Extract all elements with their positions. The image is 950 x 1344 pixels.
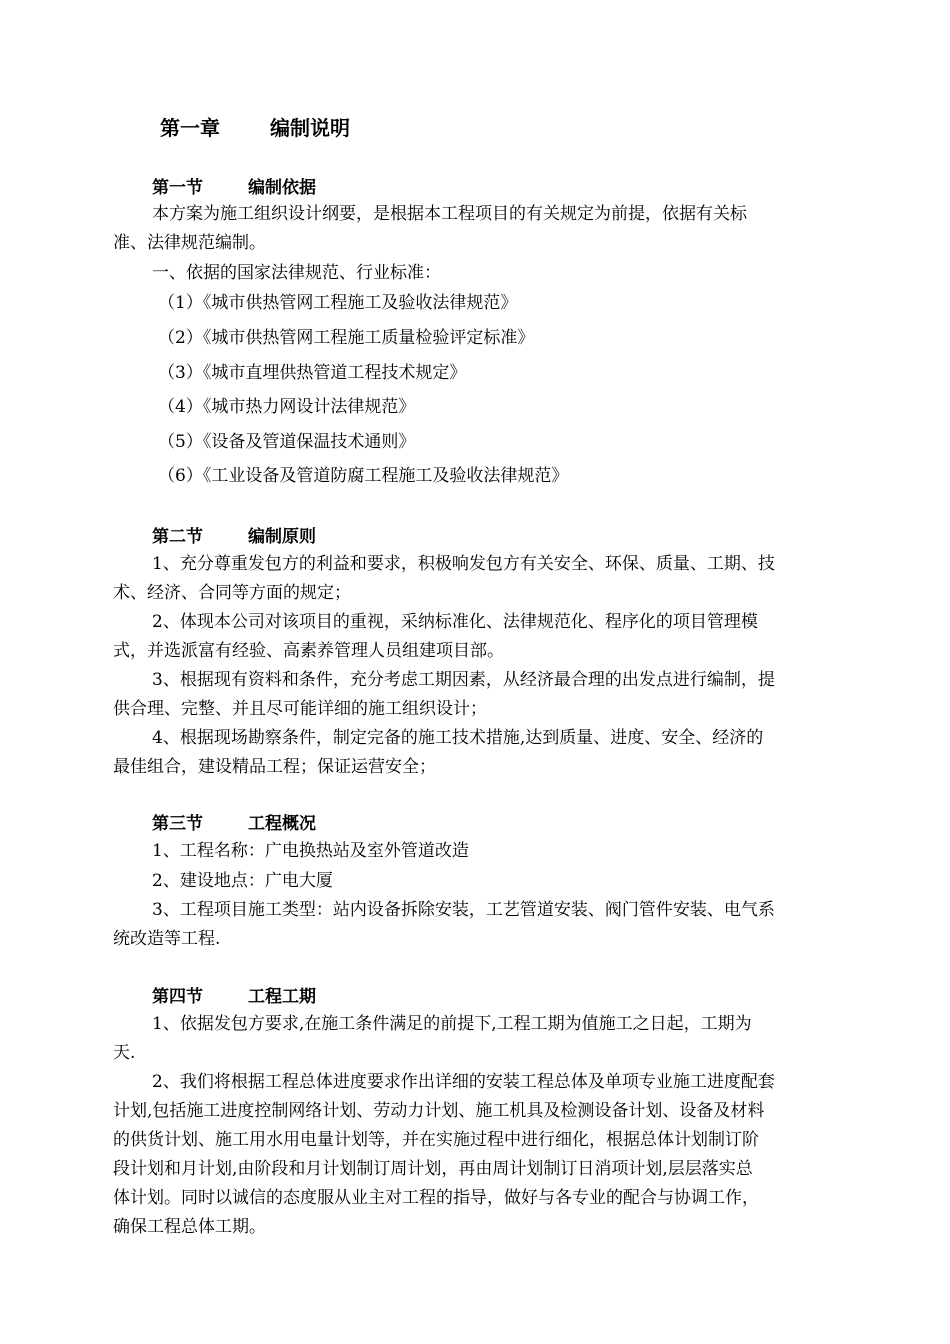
paragraph-line: 确保工程总体工期。 (113, 1217, 266, 1237)
paragraph-line: 天. (113, 1043, 136, 1063)
standard-reference: （5）《设备及管道保温技术通则》 (158, 432, 416, 452)
paragraph-line: 统改造等工程. (113, 929, 221, 949)
paragraph-line: 本方案为施工组织设计纲要，是根据本工程项目的有关规定为前提，依据有关标 (152, 204, 747, 224)
paragraph-line: 2、我们将根据工程总体进度要求作出详细的安装工程总体及单项专业施工进度配套 (152, 1072, 775, 1092)
paragraph-line: 1、充分尊重发包方的利益和要求，积极响发包方有关安全、环保、质量、工期、技 (152, 554, 775, 574)
paragraph-line: 3、工程项目施工类型：站内设备拆除安装，工艺管道安装、阀门管件安装、电气系 (152, 900, 775, 920)
paragraph-line: 最佳组合，建设精品工程；保证运营安全； (113, 757, 436, 777)
section-title: 编制依据 (248, 178, 316, 198)
paragraph-line: 准、法律规范编制。 (113, 233, 266, 253)
section-number: 第一节 (152, 178, 203, 198)
section-number: 第四节 (152, 987, 203, 1007)
paragraph-line: 3、根据现有资料和条件，充分考虑工期因素，从经济最合理的出发点进行编制，提 (152, 670, 775, 690)
section-heading-3 (152, 809, 316, 834)
section-number: 第三节 (152, 814, 203, 834)
paragraph-line: 式，并选派富有经验、高素养管理人员组建项目部。 (113, 641, 504, 661)
paragraph-line: 1、工程名称：广电换热站及室外管道改造 (152, 841, 469, 861)
paragraph-line: 2、建设地点：广电大厦 (152, 871, 333, 891)
section-title: 工程概况 (248, 814, 316, 834)
section-heading-2 (152, 522, 316, 547)
chapter-number: 第一章 (160, 116, 220, 140)
paragraph-line: 供合理、完整、并且尽可能详细的施工组织设计； (113, 699, 487, 719)
section-title: 工程工期 (248, 987, 316, 1007)
section-heading-1 (152, 173, 316, 198)
section-number: 第二节 (152, 527, 203, 547)
paragraph-line: 4、根据现场勘察条件，制定完备的施工技术措施,达到质量、进度、安全、经济的 (152, 728, 764, 748)
chapter-title: 编制说明 (270, 116, 350, 140)
standard-reference: （2）《城市供热管网工程施工质量检验评定标准》 (158, 328, 535, 348)
chapter-heading (160, 112, 350, 141)
paragraph-line: 段计划和月计划,由阶段和月计划制订周计划，再由周计划制订日消项计划,层层落实总 (113, 1159, 753, 1179)
paragraph-line: 体计划。同时以诚信的态度服从业主对工程的指导，做好与各专业的配合与协调工作， (113, 1188, 759, 1208)
standard-reference: （3）《城市直埋供热管道工程技术规定》 (158, 363, 467, 383)
paragraph-line: 1、依据发包方要求,在施工条件满足的前提下,工程工期为值施工之日起，工期为 (152, 1014, 752, 1034)
section-heading-4 (152, 982, 316, 1007)
paragraph-line: 一、依据的国家法律规范、行业标准： (152, 263, 441, 283)
standard-reference: （4）《城市热力网设计法律规范》 (158, 397, 416, 417)
paragraph-line: 的供货计划、施工用水用电量计划等，并在实施过程中进行细化，根据总体计划制订阶 (113, 1130, 759, 1150)
paragraph-line: 计划,包括施工进度控制网络计划、劳动力计划、施工机具及检测设备计划、设备及材料 (113, 1101, 765, 1121)
section-title: 编制原则 (248, 527, 316, 547)
standard-reference: （6）《工业设备及管道防腐工程施工及验收法律规范》 (158, 466, 569, 486)
paragraph-line: 术、经济、合同等方面的规定； (113, 583, 351, 603)
standard-reference: （1）《城市供热管网工程施工及验收法律规范》 (158, 293, 518, 313)
paragraph-line: 2、体现本公司对该项目的重视，采纳标准化、法律规范化、程序化的项目管理模 (152, 612, 758, 632)
